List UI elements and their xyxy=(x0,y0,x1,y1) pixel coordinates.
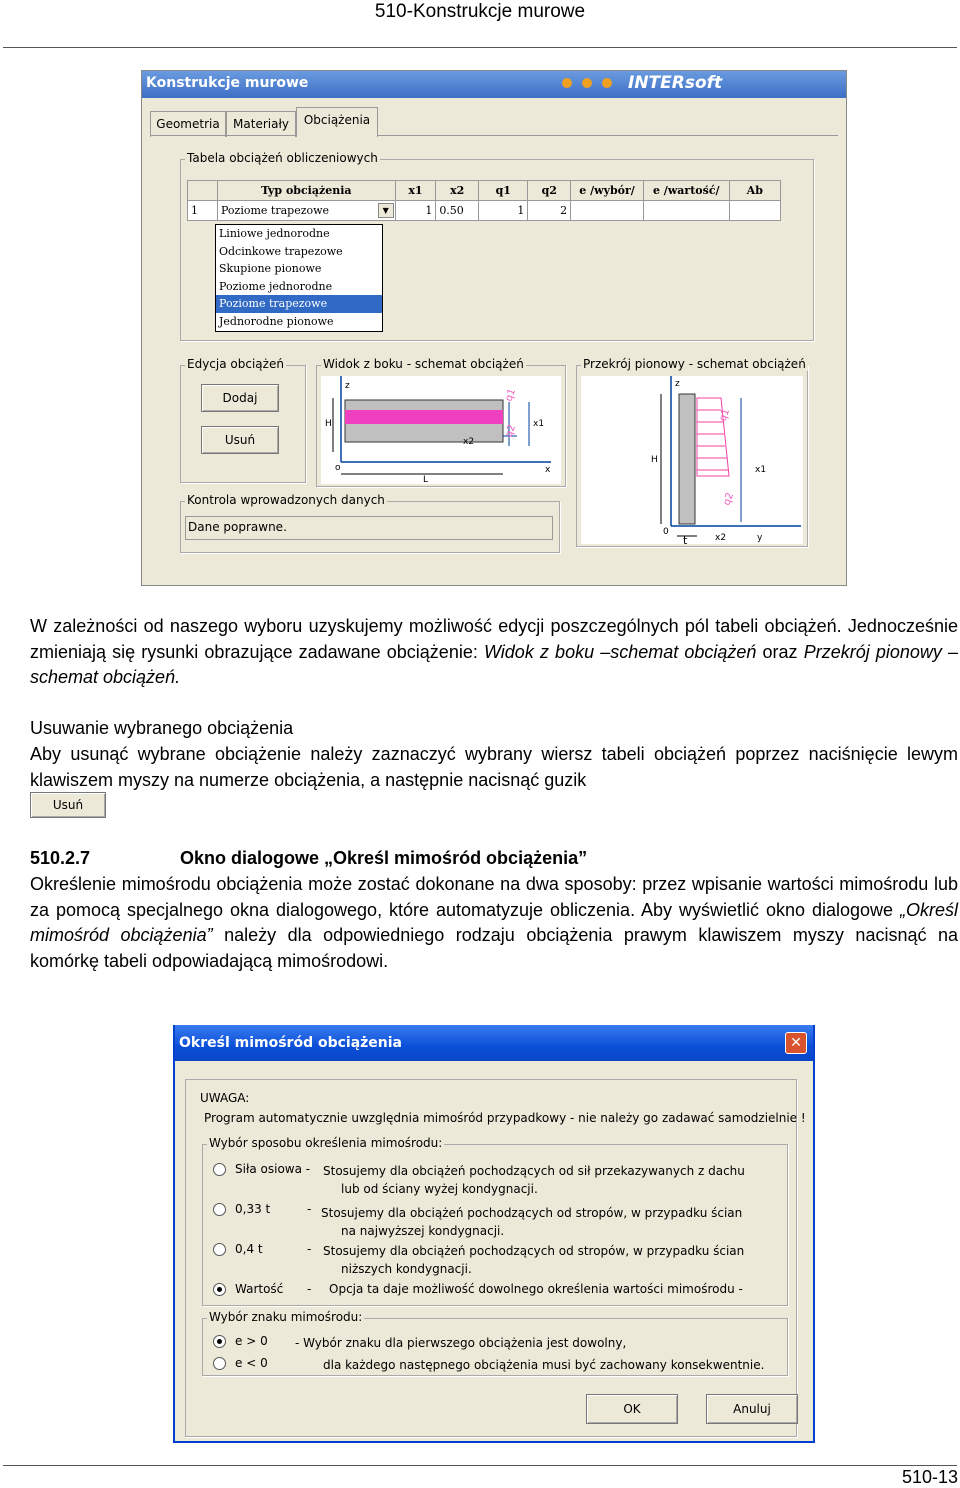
load-type-cell[interactable] xyxy=(217,201,395,221)
chevron-down-icon[interactable]: ▼ xyxy=(378,203,394,218)
e-choice-cell[interactable] xyxy=(571,201,644,221)
column-header: Ab xyxy=(729,181,780,201)
cancel-button[interactable]: Anuluj xyxy=(706,1394,798,1424)
radio-033t[interactable] xyxy=(213,1203,226,1216)
column-header: e /wartość/ xyxy=(643,181,729,201)
logo-dot-icon xyxy=(602,78,612,88)
e-value-cell[interactable] xyxy=(643,201,729,221)
radio-04t[interactable] xyxy=(213,1243,226,1256)
option-description: Opcja ta daje możliwość dowolnego określenia wartości mimośrodu - xyxy=(329,1282,743,1296)
ok-button[interactable]: OK xyxy=(586,1394,678,1424)
corner-cell xyxy=(188,181,218,201)
method-group xyxy=(202,1136,788,1306)
dropdown-option[interactable]: Odcinkowe trapezowe xyxy=(219,244,343,258)
status-field: Dane poprawne. xyxy=(185,516,553,540)
svg-text:x1: x1 xyxy=(533,419,545,429)
cross-section-diagram xyxy=(581,376,803,544)
load-table xyxy=(187,180,781,221)
paragraph-3-end: należy dla odpowiedniego rodzaju obciążenia prawym klawiszem myszy nacisnąć na komórkę tabeli odpowiadającą mimośrodowi. xyxy=(30,925,959,971)
add-button[interactable]: Dodaj xyxy=(201,384,279,412)
radio-e-positive[interactable] xyxy=(213,1335,226,1348)
svg-text:q2: q2 xyxy=(503,423,519,440)
section-number: 510.2.7 xyxy=(30,848,91,868)
option-label[interactable]: 0,4 t xyxy=(235,1242,263,1256)
side-view-diagram xyxy=(321,376,561,484)
tab-geometria[interactable]: Geometria xyxy=(150,111,226,137)
delete-button[interactable]: Usuń xyxy=(201,426,279,454)
option-label[interactable]: Siła osiowa - xyxy=(235,1162,311,1176)
paragraph-2-text: Aby usunąć wybrane obciążenie należy zaznaczyć wybrany wiersz tabeli obciążeń poprzez naciśnięcie lewym klawiszem myszy na numerze obciążenia, a następnie nacisnąć guzik xyxy=(30,744,958,790)
load-type-value: Poziome trapezowe xyxy=(220,204,330,217)
inline-delete-button: Usuń xyxy=(30,792,106,818)
method-legend: Wybór sposobu określenia mimośrodu: xyxy=(209,1136,443,1150)
load-table-legend: Tabela obciążeń obliczeniowych xyxy=(187,151,378,165)
data-control-legend: Kontrola wprowadzonych danych xyxy=(187,493,385,507)
svg-text:q2: q2 xyxy=(721,491,737,508)
data-control-group xyxy=(180,493,560,553)
option-dash: - xyxy=(307,1202,312,1216)
svg-text:H: H xyxy=(651,455,658,465)
paragraph-2 xyxy=(30,742,958,793)
svg-text:z: z xyxy=(345,381,350,391)
title-bar xyxy=(142,71,846,98)
tab-obciazenia[interactable]: Obciążenia xyxy=(296,107,378,137)
cross-section-group xyxy=(576,357,808,547)
option-description: niższych kondygnacji. xyxy=(341,1262,472,1276)
sign-label[interactable]: e > 0 xyxy=(235,1334,268,1348)
svg-text:x: x xyxy=(545,465,551,475)
option-description: Stosujemy dla obciążeń pochodzących od sił przekazywanych z dachu xyxy=(323,1164,745,1178)
x1-cell[interactable]: 1 xyxy=(395,201,436,221)
radio-value[interactable] xyxy=(213,1283,226,1296)
svg-text:L: L xyxy=(423,475,429,484)
svg-text:q1: q1 xyxy=(717,407,733,424)
tab-materialy[interactable]: Materiały xyxy=(226,111,296,137)
paragraph-3 xyxy=(30,872,958,974)
paragraph-1-italic-2: Przekrój pionowy – schemat obciążeń. xyxy=(30,641,958,687)
page-number: 510-13 xyxy=(901,1467,958,1487)
window-title: Konstrukcje murowe xyxy=(146,75,309,91)
section-title: Okno dialogowe „Określ mimośród obciążenia” xyxy=(180,848,588,868)
column-header: e /wybór/ xyxy=(571,181,644,201)
option-dash: - xyxy=(307,1242,312,1256)
tab-divider xyxy=(150,135,838,136)
svg-text:x2: x2 xyxy=(463,437,475,447)
intersoft-logo: INTERsoft xyxy=(628,73,723,93)
edit-loads-group xyxy=(180,357,306,483)
edit-loads-legend: Edycja obciążeń xyxy=(187,357,284,371)
paragraph-3-text: Określenie mimośrodu obciążenia może zostać dokonane na dwa sposoby: przez wpisanie wartości mimośrodu lub za pomocą specjalnego okna dialogowego, które automatyzuje obliczenia. Aby wyświetlić okno dialogowe xyxy=(30,874,958,920)
q2-cell[interactable]: 2 xyxy=(528,201,571,221)
paragraph-1 xyxy=(30,614,958,691)
svg-text:y: y xyxy=(757,533,763,543)
dropdown-option[interactable]: Poziome jednorodne xyxy=(219,279,333,293)
dropdown-option[interactable]: Jednorodne pionowe xyxy=(219,314,334,328)
sign-legend: Wybór znaku mimośrodu: xyxy=(209,1310,363,1324)
option-description: Stosujemy dla obciążeń pochodzących od stropów, w przypadku ścian xyxy=(323,1244,745,1258)
sign-description: dla każdego następnego obciążenia musi być zachowany konsekwentnie. xyxy=(323,1358,765,1372)
table-row[interactable] xyxy=(188,201,781,221)
svg-text:t: t xyxy=(683,534,688,544)
paragraph-3-italic: „Określ mimośród obciążenia” xyxy=(30,899,958,945)
option-dash: - xyxy=(307,1282,312,1296)
konstrukcje-murowe-window xyxy=(141,70,847,586)
eccentricity-dialog xyxy=(173,1025,815,1443)
paragraph-1-italic: Widok z boku –schemat obciążeń xyxy=(483,641,757,662)
dialog-main-frame xyxy=(185,1079,806,1437)
column-header: q2 xyxy=(528,181,571,201)
svg-text:z: z xyxy=(675,379,680,389)
svg-text:x1: x1 xyxy=(755,465,767,475)
ab-cell[interactable] xyxy=(729,201,780,221)
column-header: x1 xyxy=(395,181,436,201)
dropdown-option[interactable]: Liniowe jednorodne xyxy=(219,227,330,240)
sign-description: - Wybór znaku dla pierwszego obciążenia jest dowolny, xyxy=(295,1336,627,1350)
q1-cell[interactable]: 1 xyxy=(479,201,528,221)
svg-text:x2: x2 xyxy=(715,533,727,543)
load-table-group xyxy=(180,151,814,341)
svg-text:o: o xyxy=(335,463,341,473)
dialog-title-bar xyxy=(175,1025,813,1061)
paragraph-1-conj: oraz xyxy=(756,641,804,662)
side-view-group xyxy=(316,357,566,487)
option-description: lub od ściany wyżej kondygnacji. xyxy=(341,1182,538,1196)
svg-text:q1: q1 xyxy=(503,387,519,404)
radio-axial-force[interactable] xyxy=(213,1163,226,1176)
row-number-cell[interactable]: 1 xyxy=(188,201,218,221)
option-label[interactable]: Wartość xyxy=(235,1282,284,1296)
logo-dot-icon xyxy=(582,78,592,88)
option-description: Stosujemy dla obciążeń pochodzących od stropów, w przypadku ścian xyxy=(321,1206,743,1220)
warning-text: Program automatycznie uwzględnia mimośród przypadkowy - nie należy go zadawać samodzielnie ! xyxy=(204,1111,806,1125)
dropdown-option-selected[interactable]: Poziome trapezowe xyxy=(216,295,382,313)
footer-rule xyxy=(3,1465,957,1466)
logo-dot-icon xyxy=(562,78,572,88)
dialog-title: Określ mimośród obciążenia xyxy=(179,1035,403,1051)
warning-title: UWAGA: xyxy=(200,1091,250,1105)
option-label[interactable]: 0,33 t xyxy=(235,1202,271,1216)
column-header: q1 xyxy=(479,181,528,201)
svg-text:H: H xyxy=(325,419,332,429)
cross-section-legend: Przekrój pionowy - schemat obciążeń xyxy=(583,357,806,371)
sign-group xyxy=(202,1310,788,1376)
dropdown-option[interactable]: Skupione pionowe xyxy=(219,262,322,276)
section-heading-delete: Usuwanie wybranego obciążenia xyxy=(30,718,294,738)
option-description: na najwyższej kondygnacji. xyxy=(341,1224,505,1238)
paragraph-1-text: W zależności od naszego wyboru uzyskujemy możliwość edycji poszczególnych pól tabeli obciążeń. Jednocześnie zmieniają się rysunki obrazujące zadawane obciążenie: xyxy=(30,616,958,662)
column-header: Typ obciążenia xyxy=(217,181,395,201)
close-icon[interactable]: ✕ xyxy=(785,1032,807,1054)
side-view-legend: Widok z boku - schemat obciążeń xyxy=(323,357,524,371)
table-header-row xyxy=(188,181,781,201)
page-header: 510-Konstrukcje murowe xyxy=(374,1,586,22)
load-type-dropdown-list[interactable] xyxy=(215,224,383,332)
x2-cell[interactable]: 0.50 xyxy=(436,201,479,221)
tab-strip xyxy=(150,109,390,135)
header-rule xyxy=(3,47,957,48)
sign-label[interactable]: e < 0 xyxy=(235,1356,268,1370)
svg-text:0: 0 xyxy=(663,527,669,537)
radio-e-negative[interactable] xyxy=(213,1357,226,1370)
column-header: x2 xyxy=(436,181,479,201)
